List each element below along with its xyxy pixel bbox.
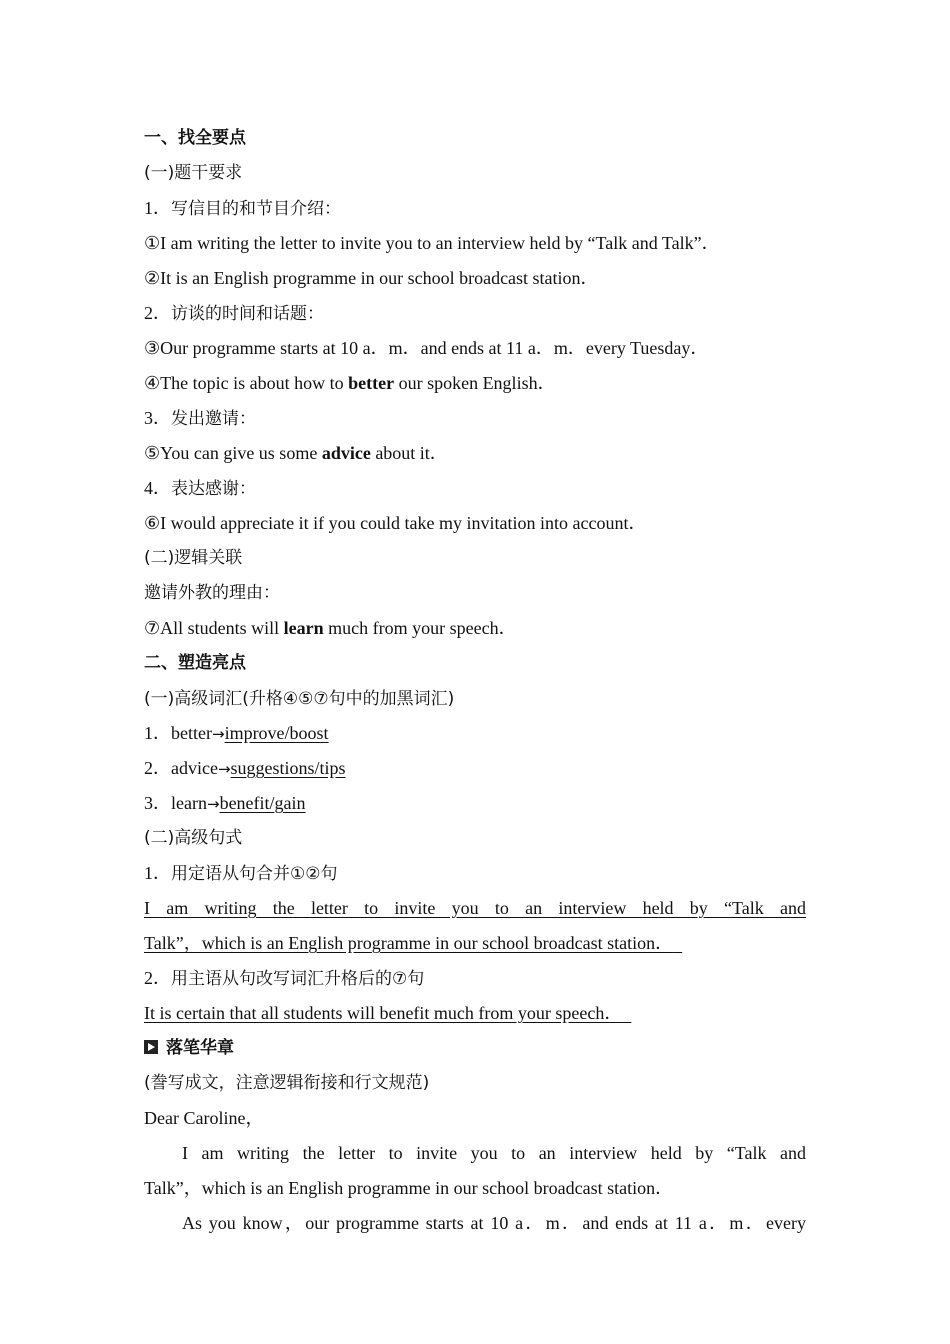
play-triangle-icon [144,1040,158,1054]
salutation: Dear Caroline， [144,1108,264,1128]
letter-para-1-line-1: I am writing the letter to invite you to an interview held by “Talk and [182,1143,806,1163]
sentence-4: ④The topic is about how to better our spoken English． [144,373,556,393]
bold-word-advice: advice [321,443,371,463]
vocab-note: (升格④⑤⑦句中的加黑词汇) [242,689,455,709]
sentence-1: ①I am writing the letter to invite you to an interview held by “Talk and Talk”． [144,233,720,253]
content [144,121,806,1241]
arrow-icon: → [206,795,220,813]
point-1: 1．写信目的和节目介绍： [144,198,341,219]
sentence-7: ⑦All students will learn much from your speech． [144,618,517,638]
subsection-requirements: (一)题干要求 [144,163,243,183]
point-2-label: 访谈的时间和话题： [171,304,324,324]
point-3-label: 发出邀请： [171,409,256,429]
section-title-1: 一、找全要点 [144,128,246,148]
section-title-2: 二、塑造亮点 [144,653,246,673]
subsection-sentences: (二)高级句式 [144,828,243,848]
reason-label: 邀请外教的理由： [144,583,280,603]
answer-2: It is certain that all students will benefit much from your speech． [144,1003,623,1023]
point-4: 4．表达感谢： [144,478,256,499]
point-2: 2．访谈的时间和话题： [144,303,324,324]
vocab-answer: suggestions/tips [230,758,346,778]
letter-para-1-line-2: Talk”，which is an English programme in our school broadcast station． [144,1178,674,1198]
subsection-logic: (二)逻辑关联 [144,548,243,568]
sentence-2: ②It is an English programme in our school broadcast station． [144,268,599,288]
sentence-5: ⑤You can give us some advice about it． [144,443,448,463]
letter-para-2-line-1: As you know，our programme starts at 10 a．m．and ends at 11 a．m．every [182,1213,806,1233]
point-3: 3．发出邀请： [144,408,256,429]
point-1-label: 写信目的和节目介绍： [171,199,341,219]
arrow-icon: → [217,760,231,778]
task-1: 1．用定语从句合并①②句 [144,863,338,884]
vocab-answer: improve/boost [224,723,329,743]
section-title-3: 落笔华章 [144,1031,806,1066]
bold-word-better: better [348,373,395,393]
vocab-item: 3．learn→benefit/gain [144,793,306,813]
sentence-6: ⑥I would appreciate it if you could take my invitation into account． [144,513,647,533]
answer-1-line-2: Talk”，which is an English programme in our school broadcast station． [144,933,674,953]
vocab-item: 2．advice→suggestions/tips [144,758,346,778]
vocab-item: 1．better→improve/boost [144,723,329,743]
vocab-answer: benefit/gain [219,793,306,813]
sentence-3: ③Our programme starts at 10 a．m．and ends at 11 a．m．every Tuesday． [144,338,709,358]
subsection-vocab: (一)高级词汇(升格④⑤⑦句中的加黑词汇) [144,689,455,709]
point-4-label: 表达感谢： [171,479,256,499]
answer-1-line-1: I am writing the letter to invite you to an interview held by “Talk and [144,898,806,918]
bold-word-learn: learn [283,618,324,638]
task-2: 2．用主语从句改写词汇升格后的⑦句 [144,968,425,989]
instruction: (誊写成文，注意逻辑衔接和行文规范) [144,1073,430,1093]
arrow-icon: → [211,725,225,743]
